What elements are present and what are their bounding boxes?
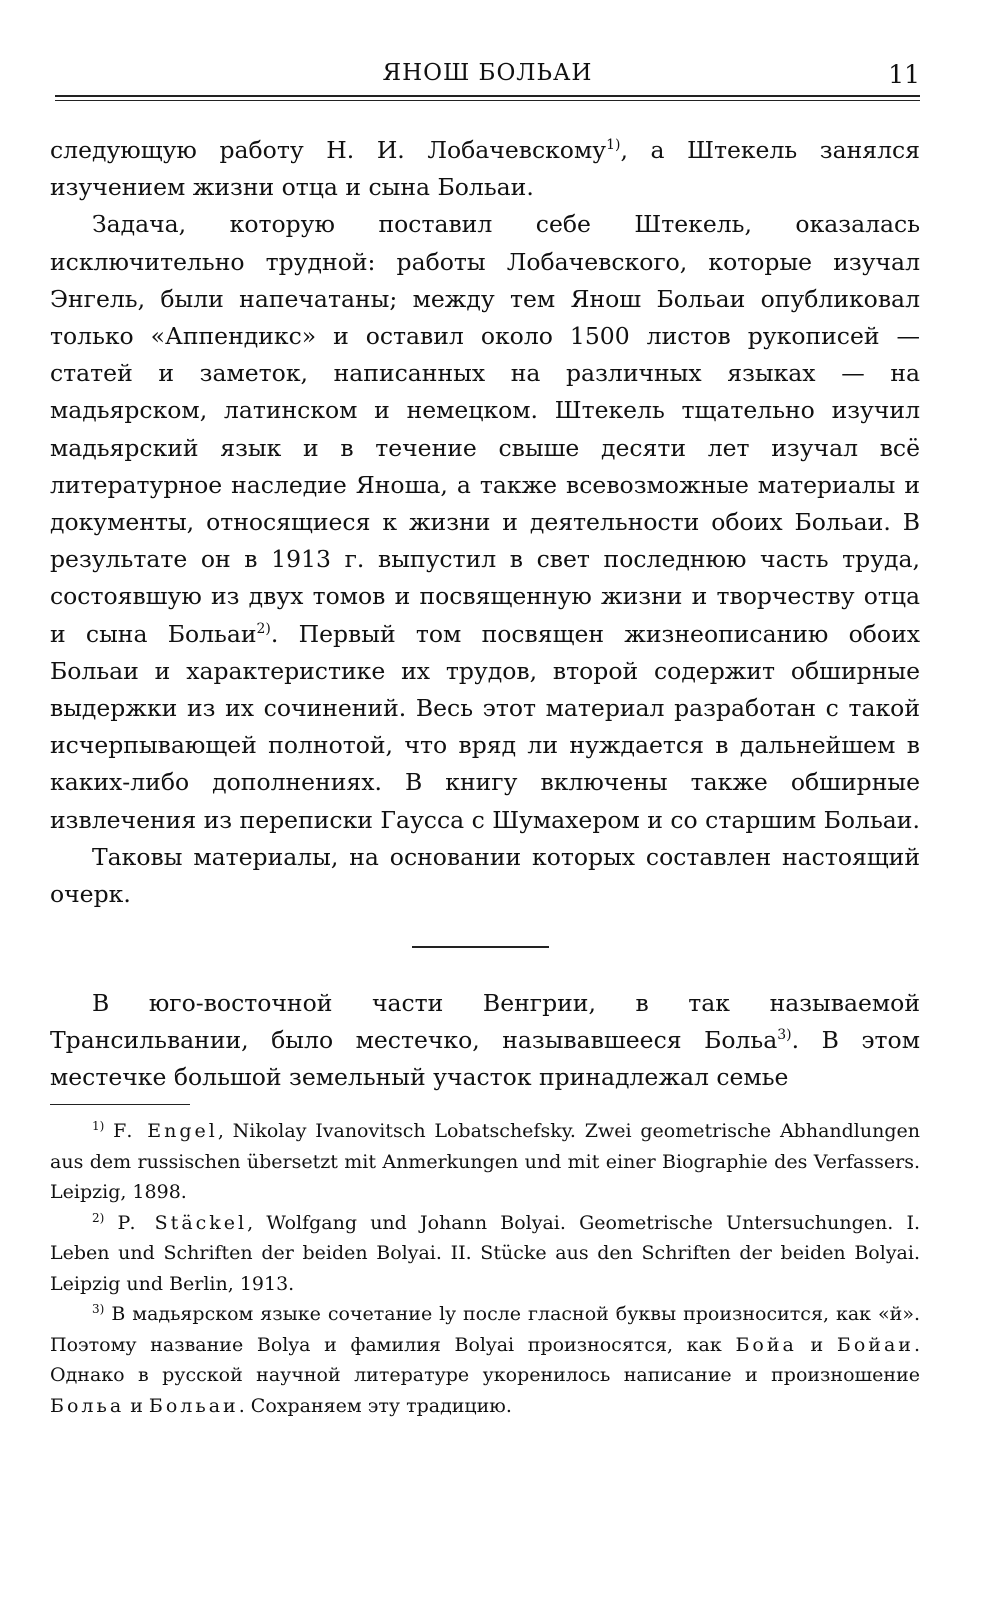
footnote-ref-3[interactable]: 3) [777,1027,792,1044]
main-text-continued [50,985,920,1097]
footnote-3-text-e: . Сохраняем эту традицию. [238,1394,512,1417]
paragraph-4 [50,985,920,1097]
footnote-1 [50,1116,920,1208]
footnote-3-text-d: и [124,1394,149,1417]
footnote-3-spaced-3: Больа [50,1394,125,1417]
footnote-1-mark: 1) [92,1119,105,1133]
footnote-ref-1[interactable]: 1) [606,137,621,153]
footnote-3 [50,1299,920,1421]
footnotes [50,1116,920,1421]
footnote-3-spaced-4: Больаи [148,1394,239,1417]
footnote-3-spaced-1: Бойа [735,1333,797,1356]
paragraph-2-text-a: Задача, которую поставил себе Штекель, оказалась исключительно трудной: работы Лобачевского, которые изучал Энгель, были напечатаны; между тем Янош Больаи опубликовал только «Аппендикс» и оставил около 1500 листов рукописей — статей и заметок, написанных на различных языках — на мадьярском, латинском и немецком. Штекель тщательно изучил мадьярский язык и в течение свыше десяти лет изучал всё литературное наследие Яноша, а также всевозможные материалы и документы, относящиеся к жизни и деятельности обоих Больаи. В результате он в 1913 г. выпустил в свет последнюю часть труда, состоявшую из двух томов и посвященную жизни и творчеству отца и сына Больаи [50,210,920,648]
header-rule-thick [55,95,920,97]
paragraph-3: Таковы материалы, на основании которых составлен настоящий очерк. [50,842,920,909]
footnote-3-text-c: . Однако в русской научной литературе укоренилось написание и произношение [50,1333,920,1386]
paragraph-4-text-b: . В этом местечке большой земельный участок принадлежал семье [50,1026,920,1092]
paragraph-4-text-a: В юго-восточной части Венгрии, в так называемой Трансильвании, было местечко, называвшееся Больа [50,989,920,1055]
paragraph-2 [50,206,920,838]
footnote-2-text: , Wolfgang und Johann Bolyai. Geometrische Untersuchungen. I. Leben und Schriften der beiden Bolyai. II. Stücke aus den Schriften der beiden Bolyai. Leipzig und Berlin, 1913. [50,1211,921,1295]
footnote-3-text-b: и [796,1333,837,1356]
footnote-3-spaced-2: Бойаи [836,1333,914,1356]
footnote-3-mark: 3) [92,1302,105,1316]
paragraph-1-text-a: следующую работу Н. И. Лобачевскому [50,136,607,164]
paragraph-2-text-b: . Первый том посвящен жизнеописанию обоих Больаи и характеристике их трудов, второй содержит обширные выдержки из их сочинений. Весь этот материал разработан с такой исчерпывающей полнотой, что вряд ли нуждается в дальнейшем в каких-либо дополнениях. В книгу включены также обширные извлечения из переписки Гаусса с Шумахером и со старшим Больаи. [50,619,920,834]
paragraph-1 [50,132,920,206]
footnote-rule [50,1104,190,1105]
footnote-1-text: , Nikolay Ivanovitsch Lobatschefsky. Zwei geometrische Abhandlungen aus dem russischen übersetzt mit Anmerkungen und mit einer Biographie des Verfassers. Leipzig, 1898. [50,1120,920,1203]
footnote-2-mark: 2) [92,1210,105,1225]
header-rule-thin [55,100,920,101]
running-title: ЯНОШ БОЛЬАИ [382,60,593,86]
section-separator [412,946,549,948]
footnote-1-author: F. Engel [113,1120,218,1142]
footnote-2 [50,1208,920,1300]
footnote-2-author: P. Stäckel [117,1211,248,1234]
paragraph-1-text-b: , а Штекель занялся изучением жизни отца и сына Больаи. [50,136,920,202]
page-number: 11 [888,60,920,89]
main-text [50,132,920,913]
footnote-ref-2[interactable]: 2) [256,620,271,637]
running-header [55,58,920,90]
footnote-3-text-a: В мадьярском языке сочетание ly после гласной буквы произносится, как «й». Поэтому название Bolya и фамилия Bolyai произносятся, как [50,1303,920,1356]
